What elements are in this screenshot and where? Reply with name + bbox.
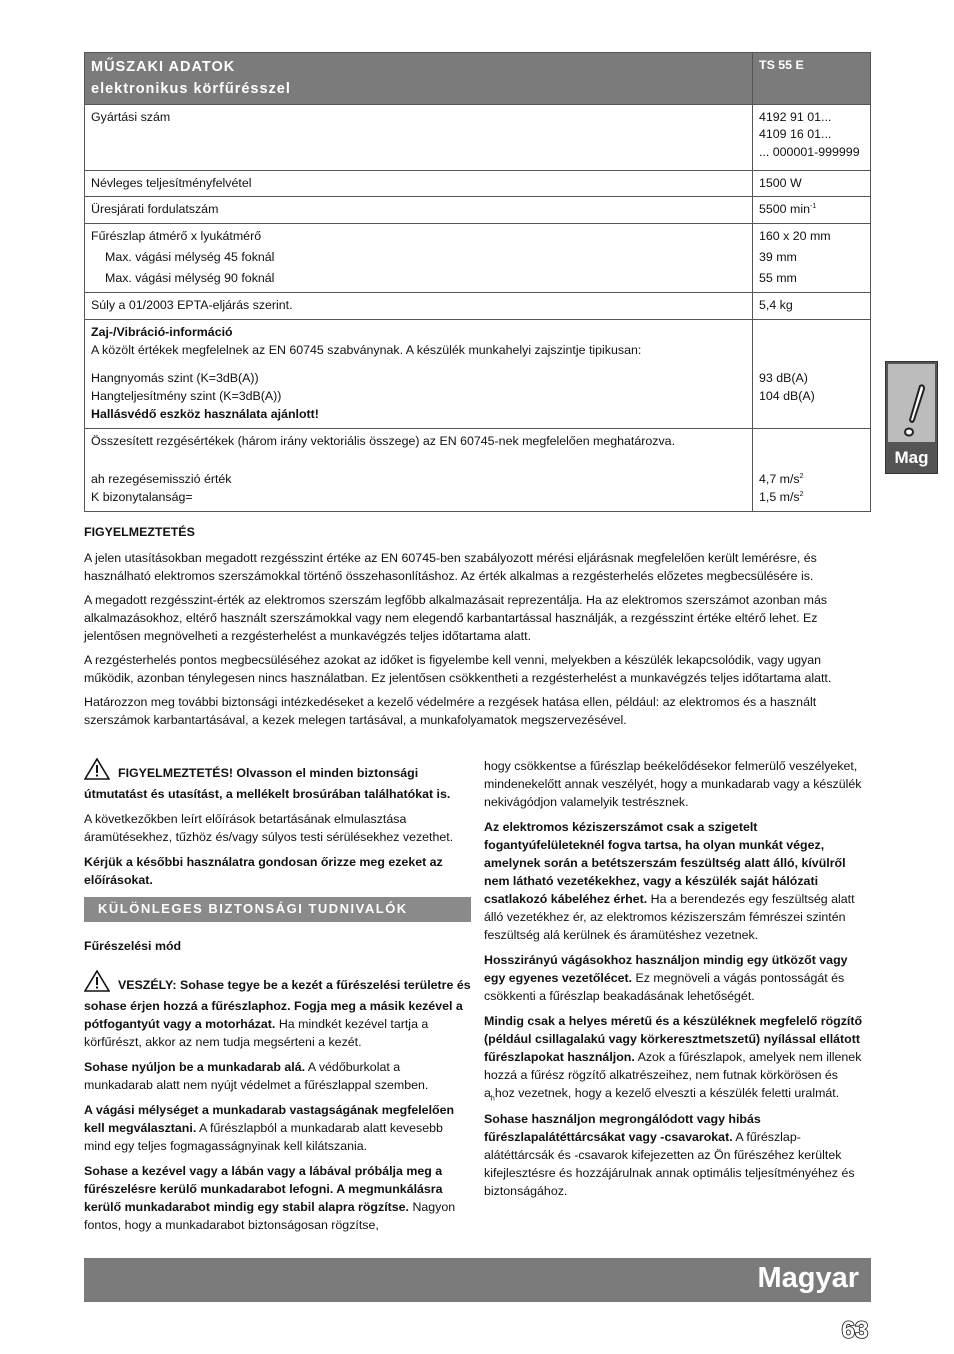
table-title-cell — [85, 53, 753, 105]
rule-bold: Az elektromos kéziszerszámot csak a szigetelt fogantyúfelületeknél fogva tartsa, ha olyan munkát végez, amelynek során a betétszerszám feszültség alatt álló, kívülről nem látható vezetékekhez, vagy a készülék saját hálózati csatlakozó kábeléhez érhet. — [484, 819, 846, 906]
speed-label: Üresjárati fordulatszám — [91, 202, 219, 217]
depth45-value: 39 mm — [759, 250, 797, 265]
noise-title: Zaj-/Vibráció-információ — [91, 325, 233, 340]
subheading: Fűrészelési mód — [84, 938, 182, 953]
page-number-text: 63 — [841, 1317, 869, 1342]
safety-warning-text: FIGYELMEZTETÉS! Olvasson el minden biztonsági útmutatást és utasítást, a mellékelt brosúrában találhatókat is. — [84, 766, 451, 801]
k-value: 1,5 m/s — [759, 490, 800, 505]
warning-triangle-icon — [84, 970, 110, 998]
blade-label: Fűrészlap átmérő x lyukátmérő — [91, 229, 262, 244]
rule-text: A fűrészlapból a munkadarab alatt kevesebb mind egy teljes fogmagasságnyinak kell kilátszania. — [84, 1120, 443, 1153]
table-header-row — [85, 53, 871, 105]
model-name: TS 55 E — [759, 58, 804, 72]
k-label: K bizonytalanság= — [91, 490, 193, 505]
warning-paragraph: A jelen utasításokban megadott rezgésszint értéke az EN 60745-ben szabályozott mérési eljárásnak megfelelően került lemérésre, és használható elektromos szerszámokkal történő összehasonlításhoz. Az érték alkalmas a rezgésterhelés előzetes megbecsülésére is. — [84, 550, 817, 583]
rule-text: hogy csökkentse a fűrészlap beékelődésekor felmerülő veszélyeket, mindenekelőtt annak veszélyét, hogy a munkadarab vagy a készülék nekivágódjon valamelyik testrésznek. — [484, 759, 862, 809]
rule-bold: Sohase használjon megrongálódott vagy hibás fűrészlapalátéttárcsákat vagy -csavarokat. — [484, 1112, 761, 1145]
weight-value: 5,4 kg — [759, 298, 793, 313]
rule-text: Ha a berendezés egy feszültség alatt álló vezetékhez ér, az elektromos kéziszerszám fémrészei szintén feszültség alá kerülnek és áramütéshez vezetnek. — [484, 891, 855, 942]
depth90-label: Max. vágási mélység 90 foknál — [105, 271, 275, 286]
table-row — [85, 104, 871, 170]
speed-value: 5500 min — [759, 202, 810, 217]
table-subtitle: elektronikus körfűrésszel — [91, 80, 291, 97]
rule-bold: Sohase nyúljon be a munkadarab alá. — [84, 1059, 306, 1074]
ah-unit-exponent: 2 — [799, 473, 804, 481]
danger-bold: VESZÉLY: Sohase tegye be a kezét a fűrészelési területre és sohase érjen hozzá a fűrészlaphoz. Fogja meg a másik kezével a pótfogantyút vagy a motorházat. — [84, 977, 471, 1031]
ah-value: 4,7 m/s — [759, 472, 800, 487]
right-column — [484, 758, 871, 1208]
rule-text: Nagyon fontos, hogy a munkadarabot biztonságosan rögzítse, — [84, 1199, 456, 1232]
exclamation-icon — [888, 364, 935, 442]
pressure-label: Hangnyomás szint (K=3dB(A)) — [91, 371, 259, 386]
table-row — [85, 197, 871, 224]
power-value: 1500 W — [759, 175, 802, 190]
hearing-note: Hallásvédő eszköz használata ajánlott! — [91, 407, 319, 422]
powerlevel-value: 104 dB(A) — [759, 389, 815, 404]
subscript-h: h — [490, 1095, 495, 1103]
pressure-value: 93 dB(A) — [759, 371, 808, 386]
weight-label: Súly a 01/2003 EPTA-eljárás szerint. — [91, 298, 293, 313]
powerlevel-label: Hangteljesítmény szint (K=3dB(A)) — [91, 389, 282, 404]
noise-intro: A közölt értékek megfelelnek az EN 60745 szabványnak. A készülék munkahelyi zajszintje tipikusan: — [91, 343, 642, 358]
warning-paragraph: Határozzon meg további biztonsági intézkedéseket a kezelő védelmére a rezgések hatása ellen, például: az elektromos és a használt szerszámok karbantartásával, a kezek melegen tartásával, a munkafolyamatok megszervezésével. — [84, 694, 817, 727]
vibration-intro: Összesített rezgésértékek (három irány vektoriális összege) az EN 60745-nek megfelelően meghatározva. — [91, 434, 676, 449]
rule-text: A védőburkolat a munkadarab alatt nem nyújt védelmet a fűrészlappal szemben. — [84, 1059, 429, 1092]
ah-label: ah rezegésemisszió érték — [91, 472, 232, 487]
table-title: MŰSZAKI ADATOK — [91, 59, 236, 75]
depth90-value: 55 mm — [759, 271, 797, 286]
speed-unit-exponent: -1 — [809, 203, 817, 211]
language-label: Magyar — [757, 1262, 859, 1294]
language-side-tab — [885, 361, 938, 474]
k-unit-exponent: 2 — [799, 491, 804, 499]
left-column — [84, 758, 471, 1242]
warning-title: FIGYELMEZTETÉS — [84, 525, 195, 539]
table-row — [85, 224, 871, 293]
page-number — [838, 1316, 872, 1342]
footer-bar — [84, 1258, 871, 1302]
rule-bold: Mindig csak a helyes méretű és a készüléknek megfelelő rögzítő (például csillagalakú vagy körkeresztmetszetű) nyílással ellátott fűrészlapokat használjon. — [484, 1013, 863, 1064]
vibration-warning — [84, 524, 871, 736]
table-row — [85, 293, 871, 320]
serial-label: Gyártási szám — [91, 109, 171, 124]
rule-text: Ez megnöveli a vágás pontosságát és csökkenti a fűrészlap beakadásának lehetőségét. — [484, 970, 845, 1003]
table-row — [85, 170, 871, 197]
safety-paragraph: A következőkben leírt előírások betartásának elmulasztása áramütésekhez, tűzhöz és/vagy súlyos testi sérülésekhez vezethet. — [84, 811, 454, 844]
table-row — [85, 429, 871, 512]
depth45-label: Max. vágási mélység 45 foknál — [105, 250, 275, 265]
serial-value-3: ... 000001-999999 — [759, 145, 860, 160]
model-cell — [753, 53, 871, 105]
rule-text: hoz vezetnek, hogy a kezelő elveszti a készülék feletti uralmát. — [494, 1085, 840, 1100]
warning-paragraph: A megadott rezgésszint-érték az elektromos szerszám legfőbb alkalmazásait reprezentálja. Ha az elektromos szerszámot azonban más alkalmazásokhoz, eltérő használt szerszámokkal vagy nem elegendő karbantartással használják, a rezgésszint értéke eltérő lehet. Ez jelentősen megnövelheti a rezgésterhelést a munkavégzés teljes időtartama alatt. — [84, 592, 828, 643]
keep-instructions-note: Kérjük a későbbi használatra gondosan őrizze meg ezeket az előírásokat. — [84, 854, 443, 887]
rule-text: Azok a fűrészlapok, amelyek nem illenek hozzá a fűrész rögzítő alkatrészeihez, nem futnak körkörösen és a — [484, 1049, 862, 1100]
tech-data-table — [84, 52, 871, 512]
serial-value-1: 4192 91 01... — [759, 109, 832, 124]
power-label: Névleges teljesítményfelvétel — [91, 175, 252, 190]
blade-value: 160 x 20 mm — [759, 229, 831, 244]
section-heading: KÜLÖNLEGES BIZTONSÁGI TUDNIVALÓK — [84, 897, 471, 922]
rule-bold: Sohase a kezével vagy a lábán vagy a lábával próbálja meg a fűrészelésre kerülő munkadarabot lefogni. A megmunkálásra kerülő munkadarabot mindig egy stabil alapra rögzítse. — [84, 1163, 443, 1214]
rule-bold: A vágási mélységet a munkadarab vastagságának megfelelően kell megválasztani. — [84, 1102, 455, 1135]
danger-text: Ha mindkét kezével tartja a körfűrészt, akkor az nem tudja megsérteni a kezét. — [84, 1016, 429, 1049]
side-tab-label: Mag — [894, 448, 929, 467]
rule-bold: Hosszirányú vágásokhoz használjon mindig egy ütközőt vagy egy egyenes vezetőlécet. — [484, 952, 848, 985]
warning-paragraph: A rezgésterhelés pontos megbecsüléséhez azokat az időket is figyelembe kell venni, melyekben a készülék lekapcsolódik, vagy ugyan működik, azonban ténylegesen nincs használatban. Ez jelentősen csökkentheti a rezgésterhelést a munkavégzés teljes időtartama alatt. — [84, 652, 832, 685]
rule-text: A fűrészlap-alátéttárcsák és -csavarok kifejezetten az Ön fűrészéhez kerültek kifejlesztésre és hozzájárulnak annak optimális teljesítményéhez és biztonságához. — [484, 1130, 855, 1199]
table-row — [85, 320, 871, 429]
serial-value-2: 4109 16 01... — [759, 127, 832, 142]
warning-triangle-icon — [84, 758, 110, 786]
